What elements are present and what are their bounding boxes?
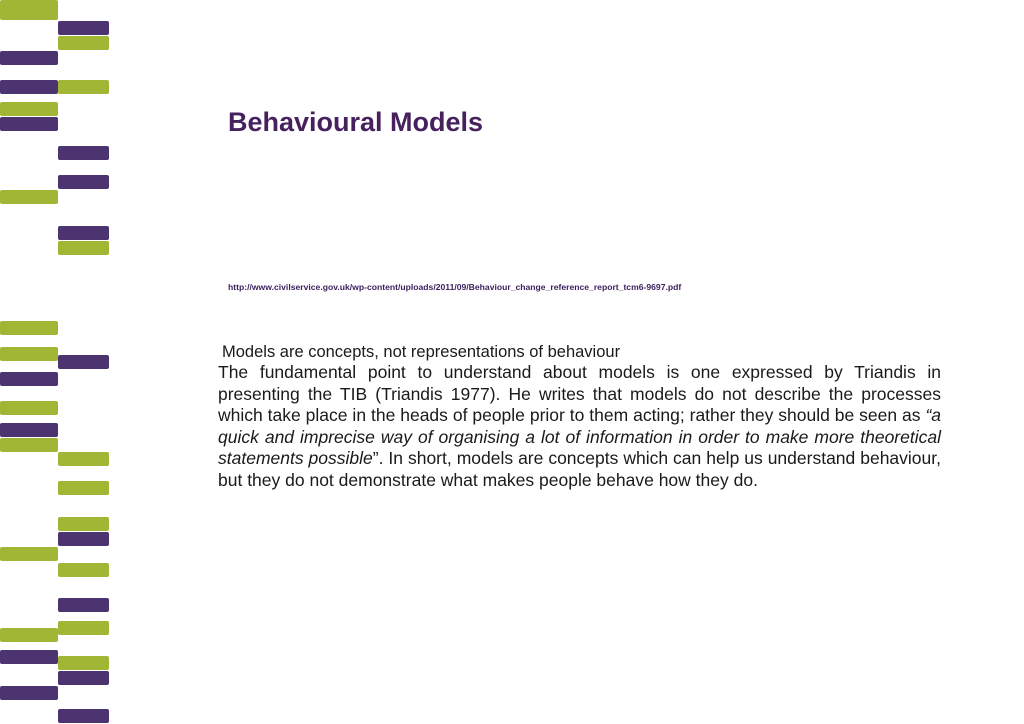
purple-bar [0, 686, 58, 700]
decorative-bar-pattern [0, 0, 112, 724]
purple-bar [0, 423, 58, 437]
source-link[interactable]: http://www.civilservice.gov.uk/wp-content/uploads/2011/09/Behaviour_change_reference_report_tcm6-9697.pdf [228, 282, 682, 292]
purple-bar [58, 146, 109, 160]
purple-bar [0, 80, 58, 94]
purple-bar [58, 532, 109, 546]
green-bar [58, 36, 109, 50]
purple-bar [0, 51, 58, 65]
purple-bar [58, 175, 109, 189]
green-bar [0, 0, 58, 20]
green-bar [0, 547, 58, 561]
green-bar [0, 347, 58, 361]
purple-bar [0, 117, 58, 131]
excerpt-body [218, 362, 941, 492]
purple-bar [58, 709, 109, 723]
excerpt-heading: Models are concepts, not representations of behaviour [222, 343, 621, 361]
green-bar [0, 102, 58, 116]
green-bar [58, 481, 109, 495]
green-bar [0, 190, 58, 204]
green-bar [0, 401, 58, 415]
purple-bar [58, 226, 109, 240]
purple-bar [0, 650, 58, 664]
purple-bar-group [0, 21, 109, 723]
purple-bar [0, 372, 58, 386]
green-bar [0, 438, 58, 452]
green-bar [0, 321, 58, 335]
green-bar [58, 241, 109, 255]
excerpt-text-after-quote: ”. In short, models are concepts which can help us understand behaviour, but they do not demonstrate what makes people behave how they do. [218, 448, 941, 490]
excerpt-block [218, 342, 941, 492]
slide-title: Behavioural Models [228, 107, 484, 137]
green-bar [58, 80, 109, 94]
green-bar [58, 563, 109, 577]
excerpt-quote: “a quick and imprecise way of organising a lot of information in order to make more theoretical statements possible [218, 405, 941, 469]
green-bar [0, 628, 58, 642]
purple-bar [58, 671, 109, 685]
excerpt-text-before-quote: The fundamental point to understand about models is one expressed by Triandis in presenting the TIB (Triandis 1977). He writes that models do not describe the processes which take place in the heads of people prior to them acting; rather they should be seen as [218, 362, 941, 426]
purple-bar [58, 598, 109, 612]
purple-bar [58, 355, 109, 369]
purple-bar [58, 21, 109, 35]
green-bar [58, 621, 109, 635]
green-bar-group [0, 0, 109, 670]
green-bar [58, 452, 109, 466]
green-bar [58, 656, 109, 670]
green-bar [58, 517, 109, 531]
